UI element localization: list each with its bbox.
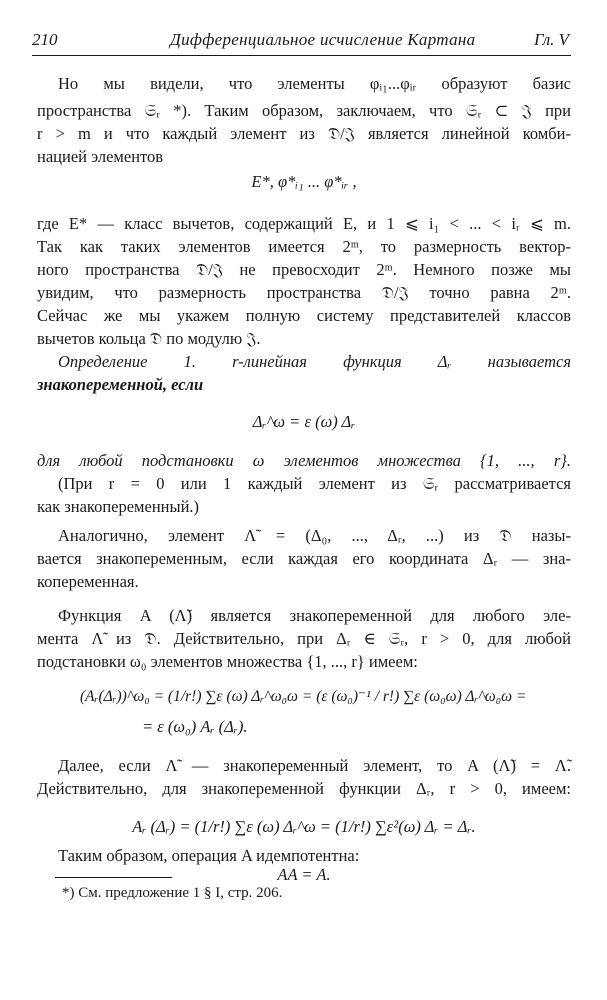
text-line: Действительно, для знакопеременной функции Δᵣ, r > 0, имеем: [37,779,571,798]
text-line: увидим, что размерность пространства 𝔇/𝔍 точно равна 2ᵐ. [37,283,571,302]
text-line: вается знакопеременным, если каждая его координата Δᵣ — зна- [37,549,571,568]
running-title: Дифференциальное исчисление Картана [170,30,476,49]
chapter-label: Гл. V [533,30,569,49]
text-line: Функция A (Λ̃) является знакопеременной для любого эле- [58,606,571,625]
header-rule [32,55,571,56]
text-line: вычетов кольца 𝔇 по модулю 𝔍. [37,329,261,348]
formula: Aᵣ (Δᵣ) = (1/r!) ∑ε (ω) Δᵣ^ω = (1/r!) ∑ε²(ω) Δᵣ = Δᵣ. [132,817,476,836]
text-line: нацией элементов [37,147,164,166]
running-header [32,30,569,54]
formula: = ε (ω₀) Aᵣ (Δᵣ). [142,717,248,736]
definition-line: для любой подстановки ω элементов множества {1, ..., r}. [37,451,571,470]
footnote: *) См. предложение 1 § I, стр. 206. [62,885,283,901]
formula: E*, φ*ᵢ₁ ... φ*ᵢᵣ , [251,172,357,191]
text-line: копеременная. [37,572,139,591]
definition-line: знакопеременной, если [37,375,204,394]
formula: (Aᵣ(Δᵣ))^ω₀ = (1/r!) ∑ε (ω) Δᵣ^ω₀ω = (ε (ω₀)⁻¹ / r!) ∑ε (ω₀ω) Δᵣ^ω₀ω = [80,688,527,705]
definition-line: Определение 1. r-линейная функция Δᵣ называется [58,352,571,371]
footnote-rule [55,877,172,878]
formula: Δᵣ^ω = ε (ω) Δᵣ [252,412,356,431]
text-line: пространства 𝔖ᵣ *). Таким образом, заключаем, что 𝔖ᵣ ⊂ 𝔍 при [37,101,571,120]
text-line: подстановки ω₀ элементов множества {1, ..., r} имеем: [37,652,418,671]
text-line: Но мы видели, что элементы φᵢ₁...φᵢᵣ образуют базис [58,74,571,93]
formula: AA = A. [277,865,331,884]
text-line: (При r = 0 или 1 каждый элемент из 𝔖ᵣ рассматривается [58,474,571,493]
text-line: r > m и что каждый элемент из 𝔇/𝔍 является линейной комби- [37,124,571,143]
page-number: 210 [32,30,58,49]
text-line: Далее, если Λ̃ — знакопеременный элемент, то A (Λ̃) = Λ̃. [58,756,571,775]
text-line: Аналогично, элемент Λ̃ = (Δ₀, ..., Δᵣ, ...) из 𝔇 назы- [58,526,571,545]
text-line: Так как таких элементов имеется 2ᵐ, то размерность вектор- [37,237,571,256]
text-line: как знакопеременный.) [37,497,200,516]
text-line: Таким образом, операция A идемпотентна: [58,846,360,865]
text-line: мента Λ̃ из 𝔇. Действительно, при Δᵣ ∈ 𝔖ᵣ, r > 0, для любой [37,629,571,648]
text-line: Сейчас же мы укажем полную систему представителей классов [37,306,571,325]
text-line: ного пространства 𝔇/𝔍 не превосходит 2ᵐ. Немного позже мы [37,260,571,279]
text-line: где E* — класс вычетов, содержащий E, и 1 ⩽ i₁ < ... < iᵣ ⩽ m. [37,214,571,233]
